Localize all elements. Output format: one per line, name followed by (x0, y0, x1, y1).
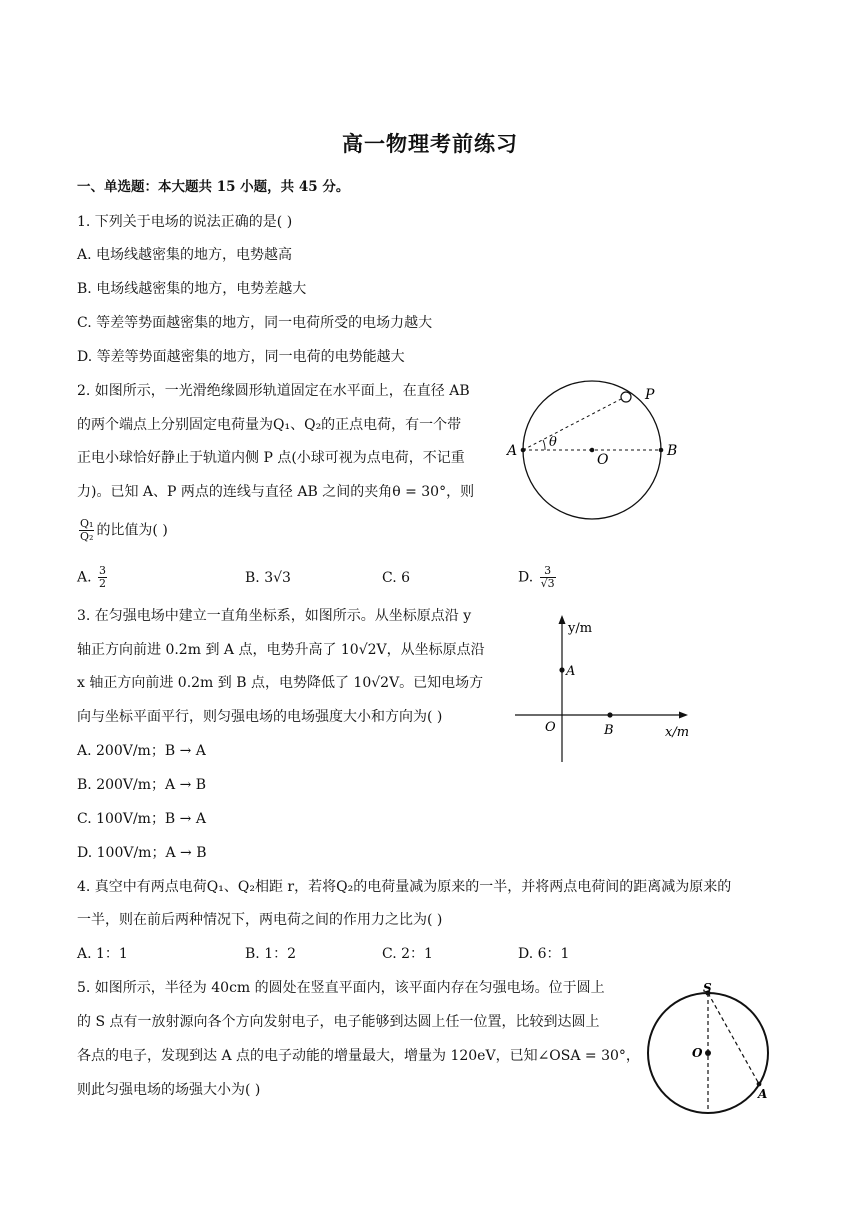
q3-line-1: 3. 在匀强电场中建立一直角坐标系，如图所示。从坐标原点沿 y (77, 608, 472, 624)
q4-line-2: 一半，则在前后两种情况下，两电荷之间的作用力之比为( ) (77, 912, 443, 928)
q1-option-a: A. 电场线越密集的地方，电势越高 (77, 247, 293, 263)
page-title: 高一物理考前练习 (342, 131, 518, 156)
q3-point-b (607, 712, 612, 717)
q2-label-p: P (645, 387, 655, 403)
q4-option-b: B. 1：2 (245, 946, 297, 962)
q2-option-c: C. 6 (382, 570, 411, 586)
q3-label-b: B (604, 723, 614, 738)
q5-line-sa (708, 993, 759, 1084)
q3-y-label: y/m (568, 621, 593, 636)
q2-center-o (590, 448, 595, 453)
q3-point-a (559, 667, 564, 672)
q2-label-o: O (597, 452, 609, 468)
q3-x-arrow (679, 712, 688, 719)
q5-label-a: A (758, 1087, 768, 1101)
q2-option-d-den: √3 (540, 577, 555, 590)
q3-line-2: 轴正方向前进 0.2m 到 A 点，电势升高了 10√2V，从坐标原点沿 (77, 642, 485, 658)
q5-label-s: S (703, 981, 712, 995)
q2-line-5 (77, 518, 168, 543)
q3-label-o: O (545, 720, 556, 735)
q3-option-a: A. 200V/m；B → A (77, 743, 206, 759)
q2-option-a-num: 3 (99, 564, 107, 577)
q5-line-2: 的 S 点有一放射源向各个方向发射电子，电子能够到达圆上任一位置，比较到达圆上 (77, 1014, 600, 1030)
q2-option-d-fraction (540, 565, 556, 590)
q3-label-a: A (566, 664, 576, 679)
q5-circle-figure (640, 978, 780, 1118)
q2-option-d-label: D. (518, 569, 534, 586)
q3-option-c: C. 100V/m；B → A (77, 811, 206, 827)
q3-line-4: 向与坐标平面平行，则匀强电场的电场强度大小和方向为( ) (77, 709, 443, 725)
q2-ball-p (621, 392, 631, 402)
q1-stem: 1. 下列关于电场的说法正确的是( ) (77, 214, 293, 230)
q3-option-d: D. 100V/m；A → B (77, 845, 207, 861)
q2-line-5-tail: 的比值为( ) (96, 522, 168, 539)
q3-line-3: x 轴正方向前进 0.2m 到 B 点，电势降低了 10√2V。已知电场方 (77, 675, 484, 691)
q2-option-a-den: 2 (99, 577, 107, 590)
q2-label-a: A (507, 443, 518, 459)
section-heading: 一、单选题：本大题共 15 小题，共 45 分。 (77, 179, 350, 195)
q4-option-a: A. 1：1 (77, 946, 128, 962)
q4-line-1: 4. 真空中有两点电荷Q₁、Q₂相距 r，若将Q₂的电荷量减为原来的一半，并将两点电荷间的距离减为原来的 (77, 879, 732, 895)
q5-line-1: 5. 如图所示，半径为 40cm 的圆处在竖直平面内，该平面内存在匀强电场。位于圆上 (77, 980, 605, 996)
q4-option-c: C. 2：1 (382, 946, 433, 962)
q2-option-d-num: 3 (540, 565, 556, 578)
q2-option-a (77, 565, 109, 590)
q5-line-4: 则此匀强电场的场强大小为( ) (77, 1082, 261, 1098)
q2-option-b: B. 3√3 (245, 570, 291, 586)
q2-line-1: 2. 如图所示，一光滑绝缘圆形轨道固定在水平面上，在直径 AB (77, 383, 470, 399)
q2-angle-arc (543, 440, 545, 450)
q1-option-b: B. 电场线越密集的地方，电势差越大 (77, 281, 307, 297)
q1-option-d: D. 等差等势面越密集的地方，同一电荷的电势能越大 (77, 349, 405, 365)
q5-label-o: O (692, 1046, 703, 1060)
q2-ratio-num: Q₁ (80, 517, 94, 530)
q2-option-a-label: A. (77, 569, 92, 586)
q2-charge-a (521, 448, 526, 453)
q3-axes-figure (510, 612, 710, 767)
q1-option-c: C. 等差等势面越密集的地方，同一电荷所受的电场力越大 (77, 315, 433, 331)
q5-center-o (705, 1050, 711, 1056)
q3-option-b: B. 200V/m；A → B (77, 777, 207, 793)
q2-ratio-den: Q₂ (80, 530, 94, 543)
q2-circle-figure (495, 375, 695, 520)
q2-line-2: 的两个端点上分别固定电荷量为Q₁、Q₂的正点电荷，有一个带 (77, 417, 462, 433)
q2-ratio-fraction (79, 518, 94, 543)
q2-label-theta: θ (549, 435, 557, 450)
q4-option-d: D. 6：1 (518, 946, 570, 962)
q5-point-a (757, 1082, 762, 1087)
q2-label-b: B (667, 443, 678, 459)
q2-line-4: 力)。已知 A、P 两点的连线与直径 AB 之间的夹角θ = 30°，则 (77, 484, 475, 500)
q3-x-label: x/m (665, 725, 690, 740)
q2-line-ap (523, 398, 623, 450)
q2-line-3: 正电小球恰好静止于轨道内侧 P 点(小球可视为点电荷，不记重 (77, 450, 465, 466)
q2-charge-b (659, 448, 664, 453)
q5-line-3: 各点的电子，发现到达 A 点的电子动能的增量最大，增量为 120eV，已知∠OSA = 30°， (77, 1048, 640, 1064)
q2-option-a-fraction (98, 565, 107, 590)
q2-option-d (518, 565, 558, 590)
q3-y-arrow (559, 615, 566, 624)
